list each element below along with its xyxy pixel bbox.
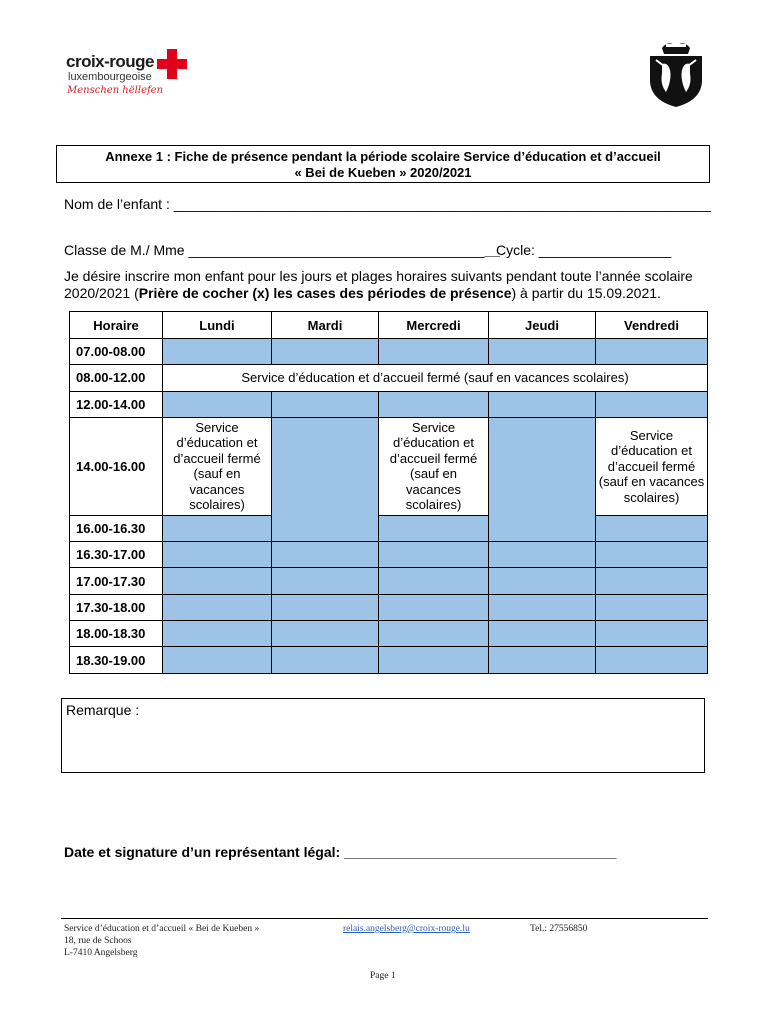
checkbox-cell[interactable] [596,339,708,365]
checkbox-cell[interactable] [489,542,596,568]
checkbox-cell[interactable] [163,542,272,568]
table-row [70,542,708,568]
checkbox-cell[interactable] [489,391,596,417]
time-label: 12.00-14.00 [70,391,163,417]
intro-instruction: Prière de cocher (x) les cases des périodes de présence [138,285,512,301]
footer-org: Service d’éducation et d’accueil « Bei de Kueben » [64,924,260,934]
header-jeudi: Jeudi [489,312,596,339]
checkbox-cell[interactable] [596,621,708,647]
checkbox-cell[interactable] [379,568,489,594]
checkbox-cell[interactable] [489,568,596,594]
remark-label: Remarque : [66,702,140,718]
checkbox-cell[interactable] [163,568,272,594]
checkbox-cell[interactable] [596,647,708,673]
checkbox-cell[interactable] [272,621,379,647]
checkbox-cell[interactable] [489,647,596,673]
checkbox-cell[interactable] [489,621,596,647]
checkbox-cell[interactable] [596,594,708,620]
intro-text-b: ) à partir du 15.09.2021. [511,285,661,301]
checkbox-cell[interactable] [489,594,596,620]
croix-rouge-logo [66,45,206,105]
attendance-table [69,311,708,674]
table-row [70,647,708,673]
closed-notice: Service d’éducation et d’accueil fermé (sauf en vacances scolaires) [163,365,708,391]
table-row [70,594,708,620]
checkbox-cell[interactable] [379,391,489,417]
coat-of-arms-icon [648,40,704,108]
logo-tagline: Menschen hëllefen [67,85,164,96]
logo-text: croix-rouge [66,52,155,71]
intro-line1: Je désire inscrire mon enfant pour les jours et plages horaires suivants pendant toute l’année scolaire [64,268,693,284]
table-row [70,568,708,594]
table-row [70,621,708,647]
title-line2: « Bei de Kueben » 2020/2021 [294,165,472,180]
time-label: 18.00-18.30 [70,621,163,647]
checkbox-cell[interactable] [596,391,708,417]
remark-field[interactable] [61,698,705,773]
table-row [70,391,708,417]
footer-city: L-7410 Angelsberg [64,948,138,958]
intro-line2 [64,285,661,301]
table-row [70,515,708,541]
logo-subtext: luxembourgeoise [68,71,152,83]
time-label: 17.00-17.30 [70,568,163,594]
cycle-field[interactable]: Cycle: _________________ [496,242,672,258]
header-lundi: Lundi [163,312,272,339]
checkbox-cell[interactable] [272,568,379,594]
intro-text-a: 2020/2021 ( [64,285,139,301]
header-mardi: Mardi [272,312,379,339]
document-title [56,145,710,183]
checkbox-cell[interactable] [489,417,596,541]
footer-email-link[interactable]: relais.angelsberg@croix-rouge.lu [343,924,470,934]
checkbox-cell[interactable] [379,647,489,673]
time-label: 14.00-16.00 [70,417,163,515]
class-blank-end: __ [484,242,500,258]
title-line1: Annexe 1 : Fiche de présence pendant la période scolaire Service d’éducation et d’accueil [105,149,661,164]
red-cross-icon [157,49,187,79]
checkbox-cell[interactable] [163,515,272,541]
time-label: 07.00-08.00 [70,339,163,365]
checkbox-cell[interactable] [489,339,596,365]
class-label: Classe de M./ Mme ______________________________________ [64,242,485,258]
checkbox-cell[interactable] [596,542,708,568]
checkbox-cell[interactable] [272,417,379,541]
child-name-field[interactable]: Nom de l’enfant : _____________________________________________________________________ [64,196,711,212]
checkbox-cell[interactable] [596,568,708,594]
header-horaire: Horaire [70,312,163,339]
checkbox-cell[interactable] [163,339,272,365]
table-row [70,365,708,391]
footer-phone: Tel.: 27556850 [530,924,588,934]
table-row [70,417,708,515]
closed-notice-mercredi: Service d’éducation et d’accueil fermé (sauf en vacances scolaires) [379,417,489,515]
checkbox-cell[interactable] [272,647,379,673]
checkbox-cell[interactable] [379,515,489,541]
checkbox-cell[interactable] [163,594,272,620]
signature-field[interactable]: Date et signature d’un représentant légal: ___________________________________ [64,844,617,860]
checkbox-cell[interactable] [272,339,379,365]
closed-notice-lundi: Service d’éducation et d’accueil fermé (sauf en vacances scolaires) [163,417,272,515]
closed-notice-vendredi: Service d’éducation et d’accueil fermé (sauf en vacances scolaires) [596,417,708,515]
checkbox-cell[interactable] [272,594,379,620]
page-number: Page 1 [370,971,396,981]
class-field[interactable] [64,242,500,258]
table-row [70,339,708,365]
time-label: 16.00-16.30 [70,515,163,541]
footer-divider [61,918,708,919]
time-label: 18.30-19.00 [70,647,163,673]
checkbox-cell[interactable] [163,391,272,417]
checkbox-cell[interactable] [379,339,489,365]
checkbox-cell[interactable] [379,542,489,568]
header-vendredi: Vendredi [596,312,708,339]
checkbox-cell[interactable] [596,515,708,541]
checkbox-cell[interactable] [379,594,489,620]
checkbox-cell[interactable] [379,621,489,647]
checkbox-cell[interactable] [272,542,379,568]
checkbox-cell[interactable] [163,647,272,673]
time-label: 17.30-18.00 [70,594,163,620]
table-header-row [70,312,708,339]
footer-street: 18, rue de Schoos [64,936,132,946]
checkbox-cell[interactable] [163,621,272,647]
footer-address [64,923,259,959]
checkbox-cell[interactable] [272,391,379,417]
time-label: 08.00-12.00 [70,365,163,391]
header-mercredi: Mercredi [379,312,489,339]
time-label: 16.30-17.00 [70,542,163,568]
